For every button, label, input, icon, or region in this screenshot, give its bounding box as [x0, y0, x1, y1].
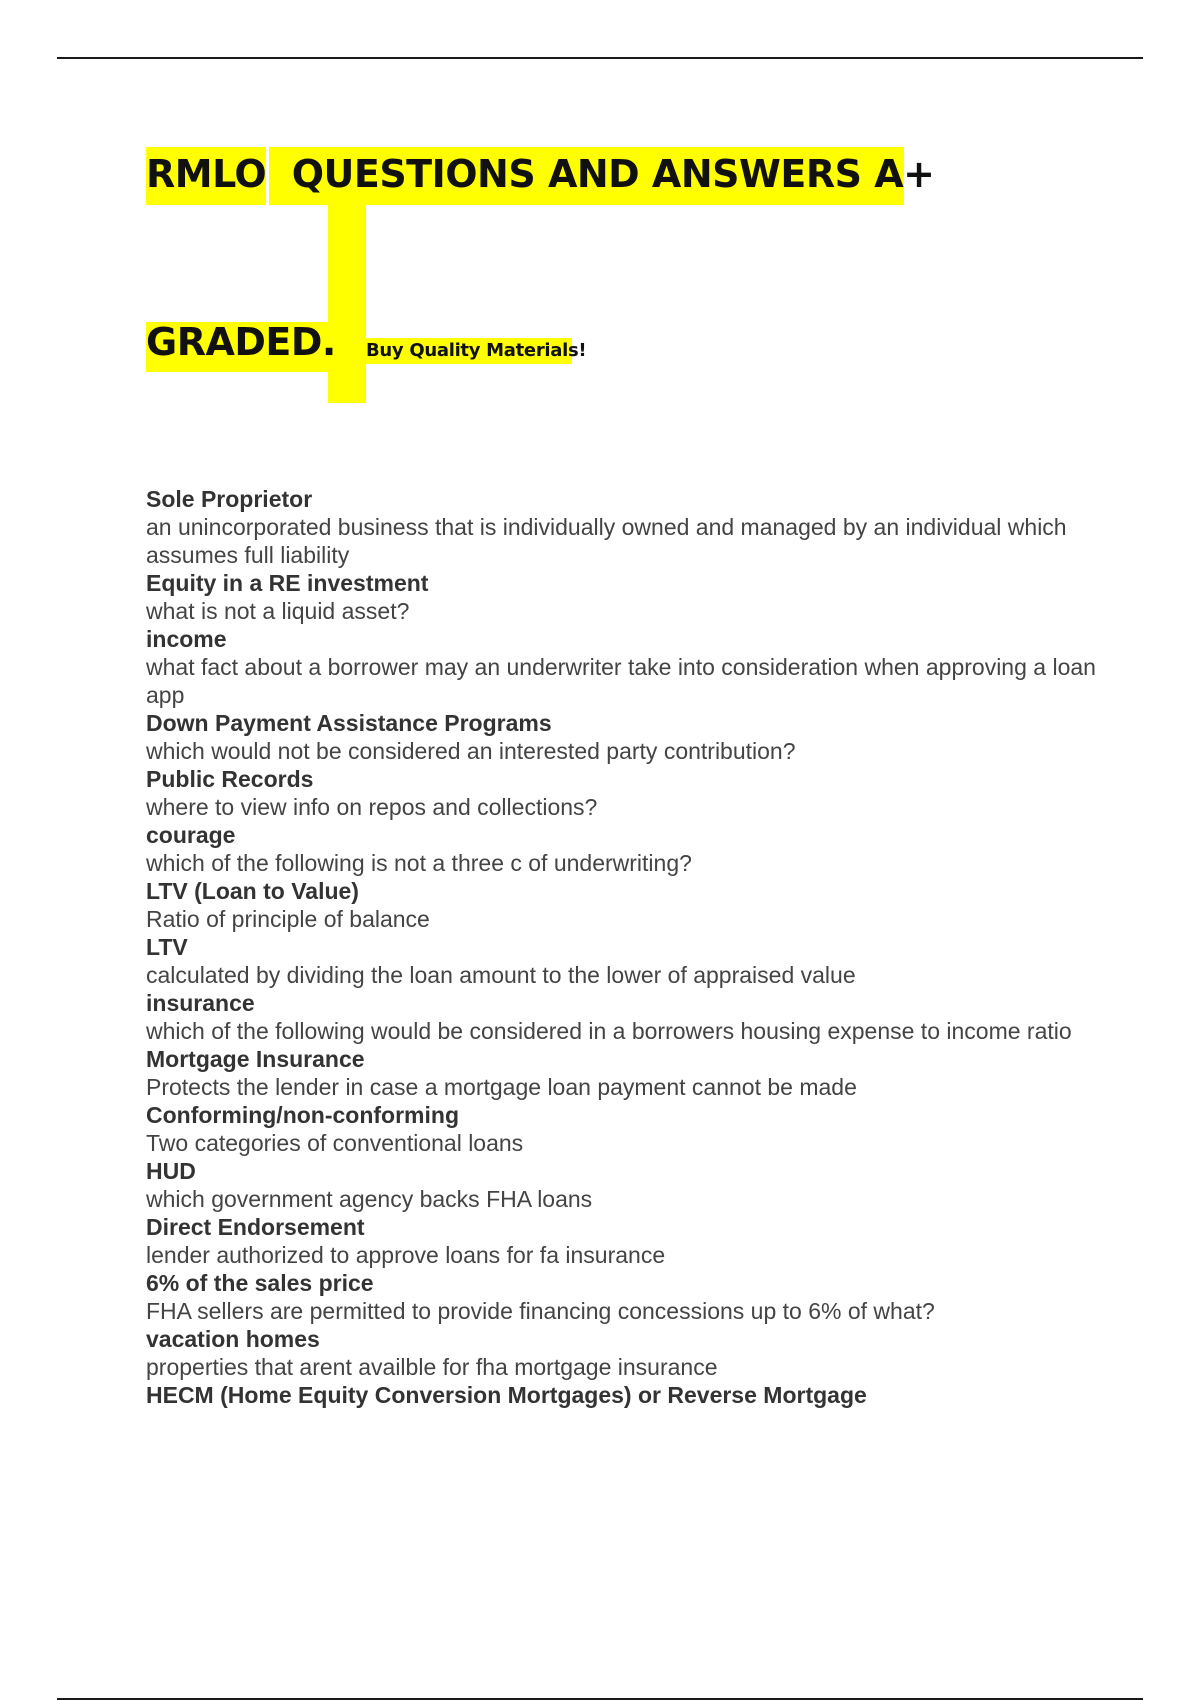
- entry-definition: which government agency backs FHA loans: [146, 1186, 593, 1212]
- entry-term: Down Payment Assistance Programs: [146, 710, 552, 736]
- qa-entry: [146, 1325, 1096, 1381]
- entry-definition: where to view info on repos and collections?: [146, 794, 598, 820]
- entry-definition: lender authorized to approve loans for fa insurance: [146, 1242, 666, 1268]
- qa-entry: [146, 569, 1096, 625]
- entry-term: LTV (Loan to Value): [146, 878, 359, 904]
- entry-term: Conforming/non-conforming: [146, 1102, 459, 1128]
- entry-definition: what is not a liquid asset?: [146, 598, 410, 624]
- entry-term: vacation homes: [146, 1326, 320, 1352]
- entry-definition: Two categories of conventional loans: [146, 1130, 524, 1156]
- entry-term: courage: [146, 822, 236, 848]
- entry-term: HECM (Home Equity Conversion Mortgages) or Reverse Mortgage: [146, 1382, 867, 1408]
- qa-entry: [146, 1381, 1096, 1409]
- document-title-line2: GRADED.: [146, 320, 336, 364]
- qa-list: [146, 485, 1096, 1409]
- qa-entry: [146, 625, 1096, 709]
- entry-definition: Ratio of principle of balance: [146, 906, 430, 932]
- qa-entry: [146, 485, 1096, 569]
- entry-term: Equity in a RE investment: [146, 570, 429, 596]
- entry-term: Mortgage Insurance: [146, 1046, 365, 1072]
- highlight-bar: [328, 205, 366, 403]
- qa-entry: [146, 1045, 1096, 1101]
- entry-definition: which would not be considered an interested party contribution?: [146, 738, 796, 764]
- tagline: Buy Quality Materials!: [366, 340, 587, 361]
- entry-definition: calculated by dividing the loan amount to the lower of appraised value: [146, 962, 856, 988]
- entry-term: income: [146, 626, 227, 652]
- entry-term: 6% of the sales price: [146, 1270, 374, 1296]
- entry-definition: what fact about a borrower may an underwriter take into consideration when approving a loan app: [146, 654, 1096, 708]
- entry-definition: FHA sellers are permitted to provide financing concessions up to 6% of what?: [146, 1298, 935, 1324]
- document-title-line1: RMLO QUESTIONS AND ANSWERS A+: [146, 152, 935, 196]
- qa-entry: [146, 1157, 1096, 1213]
- entry-term: HUD: [146, 1158, 196, 1184]
- entry-definition: which of the following would be considered in a borrowers housing expense to income ratio: [146, 1018, 1072, 1044]
- qa-entry: [146, 989, 1096, 1045]
- qa-entry: [146, 765, 1096, 821]
- entry-term: Sole Proprietor: [146, 486, 313, 512]
- entry-term: LTV: [146, 934, 188, 960]
- top-rule: [57, 57, 1143, 59]
- entry-definition: an unincorporated business that is individually owned and managed by an individual which assumes full liability: [146, 514, 1067, 568]
- qa-entry: [146, 933, 1096, 989]
- qa-entry: [146, 1213, 1096, 1269]
- entry-term: Public Records: [146, 766, 314, 792]
- entry-definition: properties that arent availble for fha mortgage insurance: [146, 1354, 718, 1380]
- qa-entry: [146, 877, 1096, 933]
- qa-entry: [146, 709, 1096, 765]
- qa-entry: [146, 1101, 1096, 1157]
- qa-entry: [146, 1269, 1096, 1325]
- entry-definition: Protects the lender in case a mortgage loan payment cannot be made: [146, 1074, 857, 1100]
- entry-term: Direct Endorsement: [146, 1214, 365, 1240]
- qa-entry: [146, 821, 1096, 877]
- entry-term: insurance: [146, 990, 255, 1016]
- entry-definition: which of the following is not a three c of underwriting?: [146, 850, 692, 876]
